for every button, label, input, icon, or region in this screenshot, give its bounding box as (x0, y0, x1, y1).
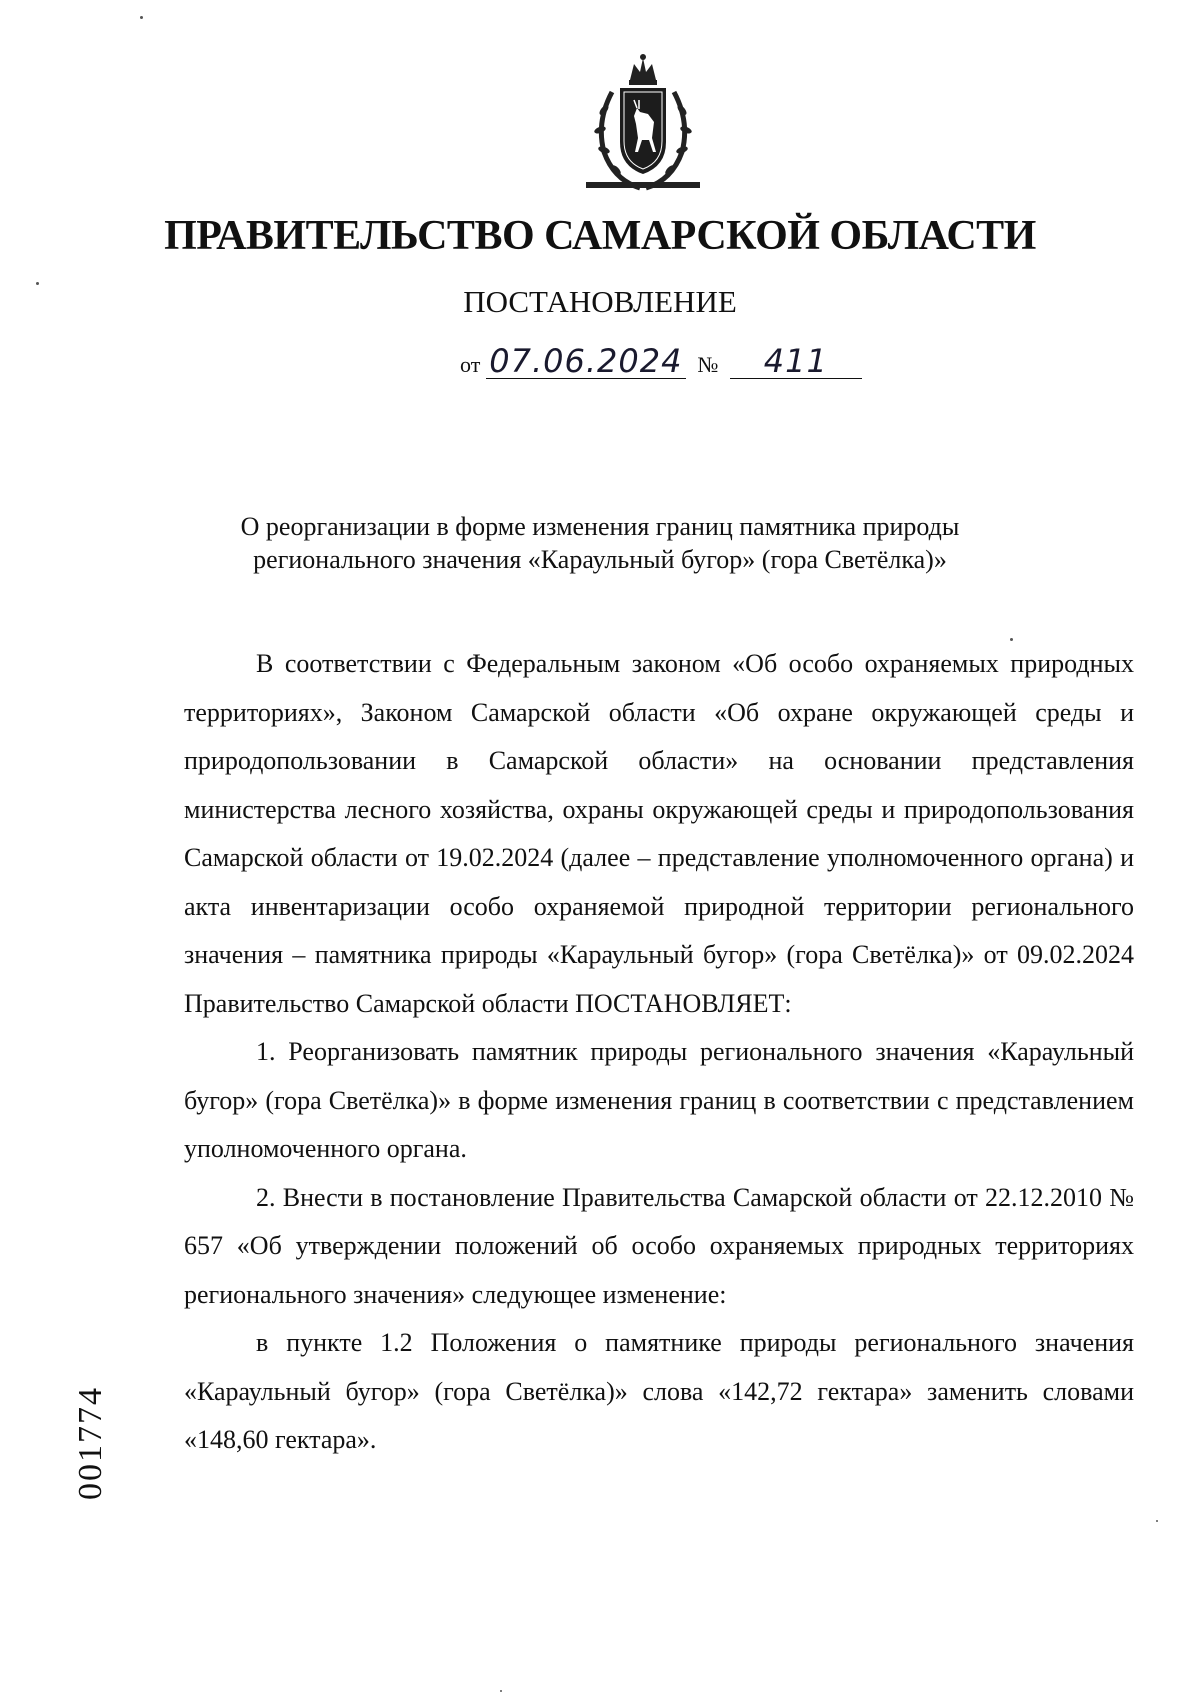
samara-coat-of-arms-icon (582, 52, 704, 192)
document-subject: О реорганизации в форме изменения границ памятника природы регионального значения «Караульный бугор» (гора Светёлка)» (240, 512, 960, 574)
organization-title: ПРАВИТЕЛЬСТВО САМАРСКОЙ ОБЛАСТИ (164, 213, 1036, 259)
clause-2: 2. Внести в постановление Правительства Самарской области от 22.12.2010 № 657 «Об утверждении положений об особо охраняемых природных территориях регионального значения» следующее изменение: (184, 1182, 1134, 1309)
scan-speck (140, 16, 143, 19)
scan-speck (36, 282, 39, 285)
scan-speck (500, 1690, 502, 1692)
date-prefix: от (460, 352, 481, 377)
handwritten-number: 411 (730, 344, 862, 379)
date-number-line (460, 344, 862, 379)
scan-speck (1156, 1520, 1158, 1522)
clause-1: 1. Реорганизовать памятник природы регионального значения «Караульный бугор» (гора Светёлка)» в форме изменения границ в соответствии с представлением уполномоченного органа. (184, 1037, 1134, 1163)
preamble-paragraph: В соответствии с Федеральным законом «Об особо охраняемых природных территориях», Законом Самарской области «Об охране окружающей среды и природопользовании в Самарской области» на основании представления министерства лесного хозяйства, охраны окружающей среды и природопользования Самарской области от 19.02.2024 (далее – представление уполномоченного органа) и акта инвентаризации особо охраняемой природной территории регионального значения – памятника природы «Караульный бугор» (гора Светёлка)» от 09.02.2024 Правительство Самарской области ПОСТАНОВЛЯЕТ: (184, 649, 1134, 1018)
clause-2-amendment: в пункте 1.2 Положения о памятнике природы регионального значения «Караульный бугор» (гора Светёлка)» слова «142,72 гектара» заменить словами «148,60 гектара». (184, 1328, 1134, 1454)
number-prefix: № (697, 352, 719, 377)
registration-stamp-number: 001774 (72, 1386, 109, 1500)
document-body (184, 640, 1134, 1465)
scan-speck (1010, 638, 1013, 641)
handwritten-date: 07.06.2024 (486, 344, 686, 379)
document-type: ПОСТАНОВЛЕНИЕ (463, 284, 737, 319)
